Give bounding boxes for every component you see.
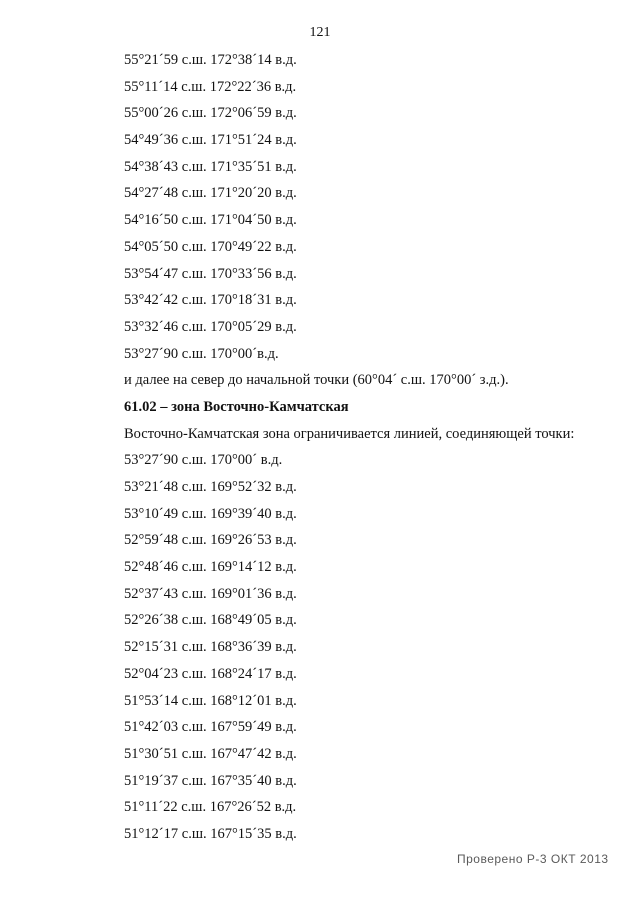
text-line: 54°27´48 с.ш. 171°20´20 в.д. bbox=[124, 185, 297, 202]
text-line: 55°00´26 с.ш. 172°06´59 в.д. bbox=[124, 105, 297, 122]
verification-stamp: Проверено Р-3 ОКТ 2013 bbox=[457, 852, 609, 866]
text-line: 52°26´38 с.ш. 168°49´05 в.д. bbox=[124, 612, 297, 629]
page-number: 121 bbox=[309, 25, 331, 40]
text-line: Восточно-Камчатская зона ограничивается линией, соединяющей точки: bbox=[124, 425, 575, 442]
text-line: 53°21´48 с.ш. 169°52´32 в.д. bbox=[124, 479, 297, 495]
text-line: 54°16´50 с.ш. 171°04´50 в.д. bbox=[124, 212, 297, 229]
section-heading: 61.02 – зона Восточно-Камчатская bbox=[124, 398, 349, 415]
text-line: 51°42´03 с.ш. 167°59´49 в.д. bbox=[124, 719, 297, 736]
text-line: 52°48´46 с.ш. 169°14´12 в.д. bbox=[124, 559, 297, 576]
text-line: 53°10´49 с.ш. 169°39´40 в.д. bbox=[124, 505, 297, 522]
text-line: 53°54´47 с.ш. 170°33´56 в.д. bbox=[124, 265, 297, 282]
text-line: 53°27´90 с.ш. 170°00´в.д. bbox=[124, 345, 279, 362]
text-line: 51°30´51 с.ш. 167°47´42 в.д. bbox=[124, 745, 297, 762]
text-line: 55°21´59 с.ш. 172°38´14 в.д. bbox=[124, 52, 297, 68]
text-line: 52°37´43 с.ш. 169°01´36 в.д. bbox=[124, 585, 297, 602]
text-line: 51°12´17 с.ш. 167°15´35 в.д. bbox=[124, 825, 297, 842]
text-line: 51°53´14 с.ш. 168°12´01 в.д. bbox=[124, 692, 297, 709]
text-line: 53°27´90 с.ш. 170°00´ в.д. bbox=[124, 452, 283, 469]
text-line: 52°59´48 с.ш. 169°26´53 в.д. bbox=[124, 532, 297, 549]
text-line: 55°11´14 с.ш. 172°22´36 в.д. bbox=[124, 78, 297, 95]
text-line: и далее на север до начальной точки (60°04´ с.ш. 170°00´ з.д.). bbox=[124, 372, 509, 389]
text-line: 54°38´43 с.ш. 171°35´51 в.д. bbox=[124, 158, 297, 175]
text-line: 52°04´23 с.ш. 168°24´17 в.д. bbox=[124, 665, 297, 682]
text-line: 53°42´42 с.ш. 170°18´31 в.д. bbox=[124, 292, 297, 309]
coordinate-list bbox=[124, 47, 614, 848]
text-line: 54°05´50 с.ш. 170°49´22 в.д. bbox=[124, 238, 297, 255]
text-line: 51°19´37 с.ш. 167°35´40 в.д. bbox=[124, 772, 297, 789]
text-line: 52°15´31 с.ш. 168°36´39 в.д. bbox=[124, 639, 297, 656]
text-line: 51°11´22 с.ш. 167°26´52 в.д. bbox=[124, 799, 297, 816]
text-line: 54°49´36 с.ш. 171°51´24 в.д. bbox=[124, 132, 297, 149]
text-line: 53°32´46 с.ш. 170°05´29 в.д. bbox=[124, 318, 297, 335]
